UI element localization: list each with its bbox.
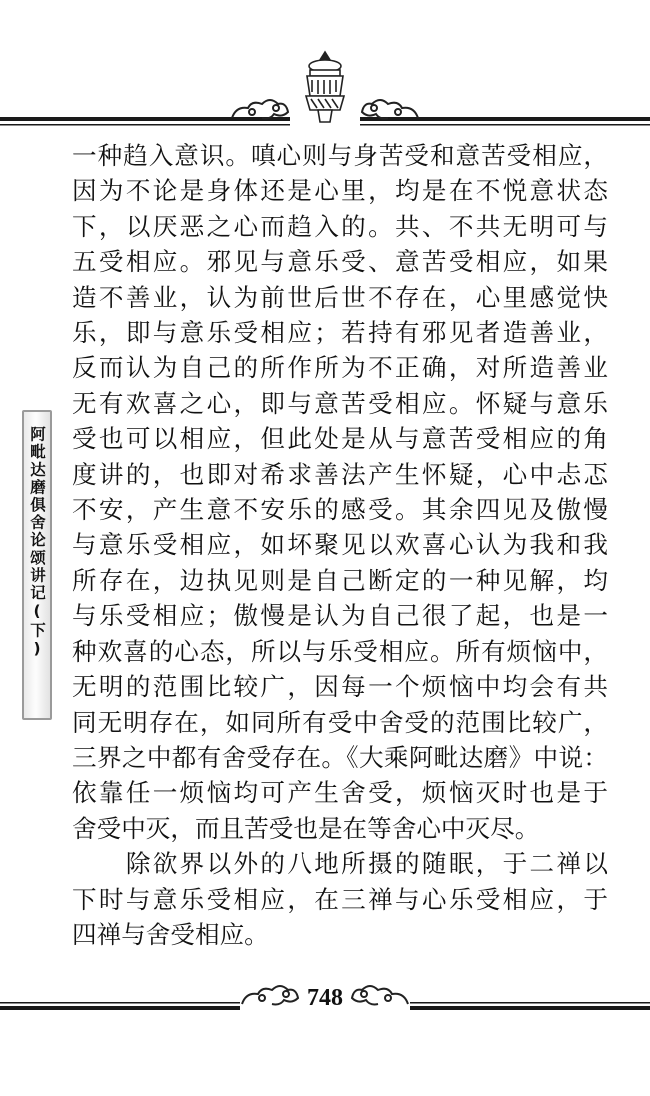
- side-tab: [22, 410, 52, 720]
- text-line: 与意乐受相应，如坏聚见以欢喜心认为我和我: [72, 530, 608, 560]
- cloud-left-icon: [232, 100, 288, 119]
- text-line: 与乐受相应；傲慢是认为自己很了起，也是一: [72, 601, 608, 631]
- text-line: 依靠任一烦恼均可产生舍受，烦恼灭时也是于: [72, 778, 608, 808]
- text-line: 舍受中灭，而且苦受也是在等舍心中灭尽。: [72, 813, 540, 843]
- text-line: 不安，产生意不安乐的感受。其余四见及傲慢: [72, 495, 608, 525]
- text-line: 种欢喜的心态，所以与乐受相应。所有烦恼中，: [72, 636, 608, 666]
- text-line: 造不善业，认为前世后世不存在，心里感觉快: [72, 282, 608, 312]
- text-line: 乐，即与意乐受相应；若持有邪见者造善业，: [72, 318, 608, 348]
- header-ornament: [0, 0, 650, 140]
- text-line: 下时与意乐受相应，在三禅与心乐受相应，于: [72, 884, 608, 914]
- text-line: 四禅与舍受相应。: [72, 919, 269, 949]
- victory-banner-icon: [306, 52, 344, 122]
- paragraph: [72, 138, 608, 846]
- text-line: 度讲的，也即对希求善法产生怀疑，心中忐忑: [72, 459, 608, 489]
- text-line: 一种趋入意识。嗔心则与身苦受和意苦受相应，: [72, 141, 608, 170]
- book-title: 阿毗达磨俱舍论颂讲记(下): [28, 426, 46, 660]
- paragraph: [72, 846, 608, 952]
- text-line: 所存在，边执见则是自己断定的一种见解，均: [72, 565, 608, 595]
- text-line: 反而认为自己的所作所为不正确，对所造善业: [72, 353, 608, 383]
- body-text: [72, 138, 608, 952]
- text-line: 因为不论是身体还是心里，均是在不悦意状态: [72, 176, 608, 206]
- text-line: 三界之中都有舍受存在。《大乘阿毗达磨》中说：: [72, 742, 608, 772]
- text-line: 除欲界以外的八地所摄的随眠，于二禅以: [72, 849, 608, 879]
- text-line: 无有欢喜之心，即与意苦受相应。怀疑与意乐: [72, 388, 608, 418]
- page-number: 748: [307, 985, 343, 1011]
- cloud-right-icon: [362, 100, 418, 119]
- text-line: 同无明存在，如同所有受中舍受的范围比较广，: [72, 707, 608, 737]
- text-line: 五受相应。邪见与意乐受、意苦受相应，如果: [72, 247, 608, 277]
- text-line: 受也可以相应，但此处是从与意苦受相应的角: [72, 424, 608, 454]
- text-line: 下，以厌恶之心而趋入的。共、不共无明可与: [72, 211, 608, 241]
- text-line: 无明的范围比较广，因每一个烦恼中均会有共: [72, 672, 608, 702]
